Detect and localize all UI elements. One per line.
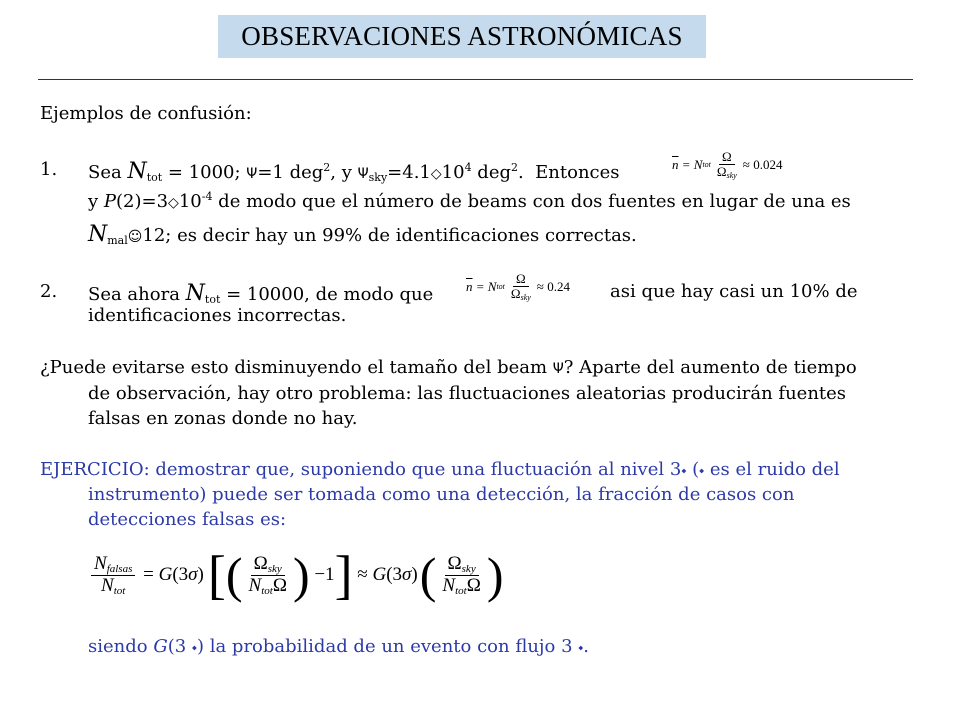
question-line-1: ¿Puede evitarse esto disminuyendo el tamaño del beam Ψ? Aparte del aumento de tiempo bbox=[40, 357, 857, 378]
slide-title: OBSERVACIONES ASTRONÓMICAS bbox=[241, 21, 683, 51]
item-1-line-2: y $P(2)=3◇10^{-4}$ de modo que el número de beams con dos fuentes en lugar de una es bbox=[88, 190, 851, 212]
item-2-number: 2. bbox=[40, 281, 58, 302]
question-line-2: de observación, hay otro problema: las fluctuaciones aleatorias producirán fuentes bbox=[88, 383, 847, 404]
slide-title-box bbox=[218, 15, 706, 58]
item-2-line-1: Sea ahora $N_{tot} = 10000$, de modo que bbox=[88, 281, 434, 306]
title-divider bbox=[38, 79, 913, 80]
intro-text: Ejemplos de confusión: bbox=[40, 103, 252, 124]
closing-text: siendo G(3 ⬩) la probabilidad de un evento con flujo 3 ⬩. bbox=[88, 636, 590, 657]
question-line-3: falsas en zonas donde no hay. bbox=[88, 408, 358, 429]
exercise-line-3: detecciones falsas es: bbox=[88, 509, 287, 530]
formula-1-value: 0.024 bbox=[753, 156, 783, 172]
exercise-line-2: instrumento) puede ser tomada como una detección, la fracción de casos con bbox=[88, 484, 795, 505]
item-2-line-3: identificaciones incorrectas. bbox=[88, 305, 347, 326]
formula-falsas: $\frac{N_{falsas}}{N_{tot}}$ = G (3 σ ) [ ( $\frac{\Omega_{sky}}{N_{tot}\Omega}$ ) −1 ] ≈ G (3 σ ) ( $\frac{\Omega_{sky}}{N_{tot}\Omega}$ ) bbox=[88, 548, 504, 602]
formula-1: $\overline{n}$ = N tot $\frac{\Omega}{\Omega_{sky}}$ ≈ 0.024 bbox=[672, 149, 783, 181]
item-1-line-3: $N_{mal}☺12$; es decir hay un 99% de identificaciones correctas. bbox=[88, 222, 637, 247]
item-1-number: 1. bbox=[40, 159, 58, 180]
exercise-line-1: EJERCICIO: demostrar que, suponiendo que una fluctuación al nivel 3⬩ (⬩ es el ruido del bbox=[40, 459, 840, 480]
formula-2: $\overline{n}$ = N tot $\frac{\Omega}{\Omega_{sky}}$ ≈ 0.24 bbox=[466, 271, 570, 303]
item-2-line-2: asi que hay casi un 10% de bbox=[610, 281, 858, 302]
formula-2-value: 0.24 bbox=[547, 278, 570, 294]
item-1-line-1: Sea $N_{tot} = 1000$; Ψ=1 deg$^2$, y $\Psi_{sky}=4.1◇10^4$ deg$^2$. Entonces bbox=[88, 159, 620, 184]
